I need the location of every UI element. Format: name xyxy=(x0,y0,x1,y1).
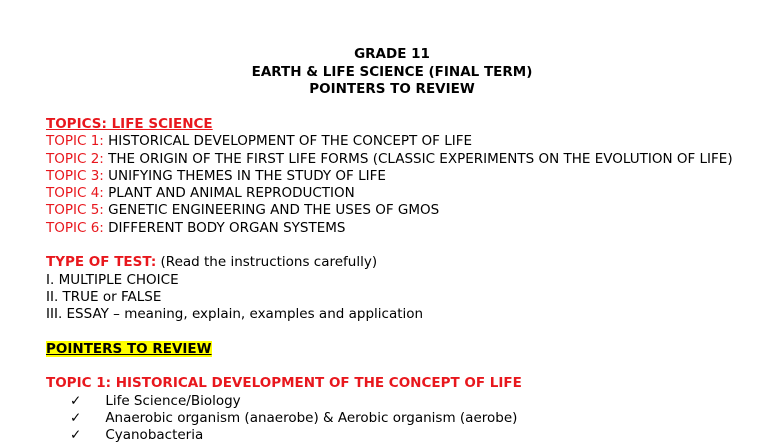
list-item xyxy=(46,427,776,444)
test-item-3: III. ESSAY – meaning, explain, examples and application xyxy=(46,306,424,323)
pointer-list xyxy=(46,393,776,445)
topic1-heading: TOPIC 1: HISTORICAL DEVELOPMENT OF THE CONCEPT OF LIFE xyxy=(46,375,522,392)
document-body xyxy=(46,116,776,445)
spacer xyxy=(46,324,776,341)
list-item xyxy=(46,393,776,410)
topic-text: THE ORIGIN OF THE FIRST LIFE FORMS (CLASSIC EXPERIMENTS ON THE EVOLUTION OF LIFE) xyxy=(103,150,733,167)
topic-line-2 xyxy=(46,151,776,168)
topic-line-3 xyxy=(46,168,776,185)
topic-text: HISTORICAL DEVELOPMENT OF THE CONCEPT OF LIFE xyxy=(103,133,473,150)
test-type-line xyxy=(46,254,776,271)
document-subtitle: POINTERS TO REVIEW xyxy=(309,81,475,97)
pointers-heading: POINTERS TO REVIEW xyxy=(46,340,212,357)
topic-line-5 xyxy=(46,202,776,219)
topic-line-1 xyxy=(46,133,776,150)
document-header xyxy=(0,46,784,99)
checkmark-icon: ✓ xyxy=(70,410,82,427)
topic-label: TOPIC 6: xyxy=(46,219,104,236)
subject-title: EARTH & LIFE SCIENCE (FINAL TERM) xyxy=(251,63,533,80)
topics-heading: TOPICS: LIFE SCIENCE xyxy=(46,116,213,132)
grade-title: GRADE 11 xyxy=(354,46,430,62)
topic-text: UNIFYING THEMES IN THE STUDY OF LIFE xyxy=(103,167,386,184)
topic-label: TOPIC 1: xyxy=(46,133,104,150)
pointer-text: Life Science/Biology xyxy=(105,392,241,409)
topic-text: PLANT AND ANIMAL REPRODUCTION xyxy=(103,185,355,202)
spacer xyxy=(46,358,776,375)
list-item xyxy=(46,410,776,427)
topic-label: TOPIC 5: xyxy=(46,202,104,219)
topic-text: GENETIC ENGINEERING AND THE USES OF GMOS xyxy=(103,202,440,219)
pointer-text: Cyanobacteria xyxy=(105,427,204,444)
test-item-1: I. MULTIPLE CHOICE xyxy=(46,271,179,288)
test-type-note: (Read the instructions carefully) xyxy=(156,254,378,271)
topic-line-4 xyxy=(46,185,776,202)
topic-label: TOPIC 4: xyxy=(46,185,104,202)
test-type-label: TYPE OF TEST: xyxy=(46,254,157,271)
checkmark-icon: ✓ xyxy=(70,392,82,409)
topic-line-6 xyxy=(46,220,776,237)
topic-label: TOPIC 2: xyxy=(46,150,104,167)
pointer-text: Anaerobic organism (anaerobe) & Aerobic organism (aerobe) xyxy=(105,410,518,427)
pointers-heading-line xyxy=(46,341,776,358)
topic-text: DIFFERENT BODY ORGAN SYSTEMS xyxy=(103,219,346,236)
spacer xyxy=(46,237,776,254)
test-item-2: II. TRUE or FALSE xyxy=(46,288,162,305)
topic-label: TOPIC 3: xyxy=(46,167,104,184)
checkmark-icon: ✓ xyxy=(70,427,82,444)
